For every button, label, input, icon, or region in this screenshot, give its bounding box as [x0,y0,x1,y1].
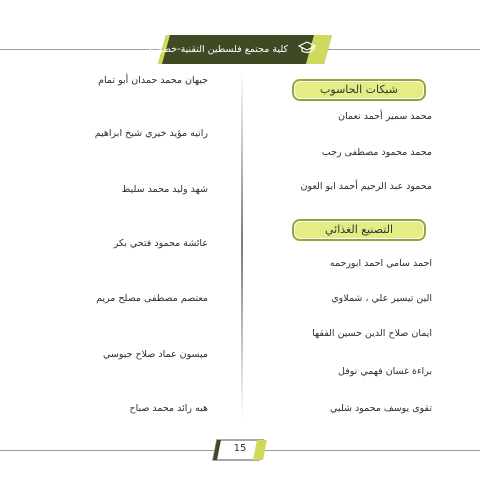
section-title-food-manufacturing: التصنيع الغذائي [292,219,426,241]
student-name: ميسون عماد صلاح جيوسي [102,349,208,360]
student-name: محمد محمود مصطفى رجب [321,147,432,158]
student-name: ايمان صلاح الدين حسين الفقها [312,328,432,339]
student-name: هبه رائد محمد صباح [129,403,208,414]
section-title-networks: شبكات الحاسوب [292,79,426,101]
student-name: شهد وليد محمد سليط [121,184,208,195]
student-name: معتصم مصطفى مصلح مريم [96,293,208,304]
page-number: 15 [233,443,247,454]
student-name: احمد سامي احمد ابورحمه [329,258,432,269]
student-name: عائشة محمود فتحي بكر [113,238,208,249]
student-name: رانيه مؤيد خيري شيخ ابراهيم [94,128,208,139]
student-name: براءة غسان فهمي نوفل [338,366,432,377]
college-title: كلية مجتمع فلسطين التقنية-خضوري [146,44,288,55]
student-name: محمود عبد الرحيم أحمد ابو العون [300,181,432,192]
student-name: الين تيسير علي ، شملاوي [331,293,432,304]
student-name: جيهان محمد حمدان أبو تمام [98,75,208,86]
student-name: محمد سمير أحمد نعمان [338,111,432,122]
column-divider [241,70,243,420]
graduation-cap-icon [298,41,316,55]
student-name: تقوى يوسف محمود شلبي [330,403,432,414]
